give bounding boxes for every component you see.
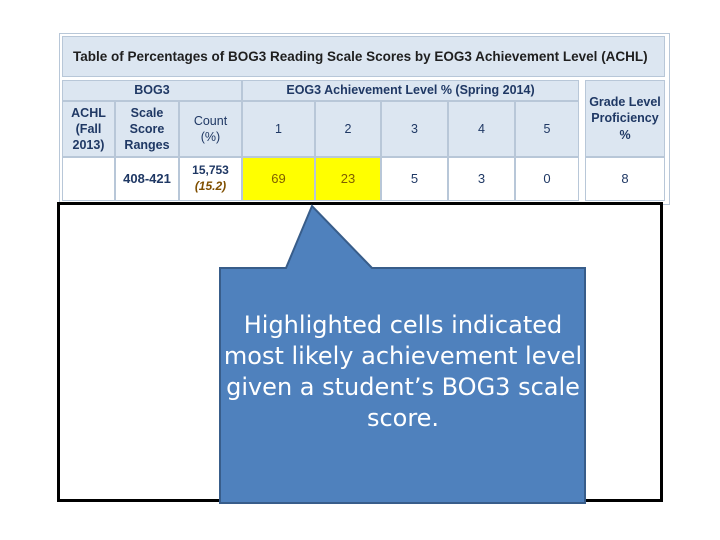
header-count: Count (%) <box>179 101 242 157</box>
row-scale-range: 408-421 <box>115 157 179 201</box>
header-level-5: 5 <box>515 101 579 157</box>
row-count-value: 15,753 <box>192 163 229 178</box>
row-proficiency-value: 8 <box>585 157 665 201</box>
header-level-2: 2 <box>315 101 381 157</box>
row-level-1-value: 69 <box>242 157 315 201</box>
header-achl: ACHL (Fall 2013) <box>62 101 115 157</box>
row-count-percent: (15.2) <box>194 179 227 193</box>
header-grade-level-proficiency: Grade Level Proficiency % <box>585 80 665 157</box>
row-level-4-value: 3 <box>448 157 515 201</box>
row-level-3-value: 5 <box>381 157 448 201</box>
header-scale-score-ranges: Scale Score Ranges <box>115 101 179 157</box>
row-level-2-value: 23 <box>315 157 381 201</box>
header-level-1: 1 <box>242 101 315 157</box>
header-eog3-level: EOG3 Achievement Level % (Spring 2014) <box>242 80 579 101</box>
row-level-5-value: 0 <box>515 157 579 201</box>
header-level-3: 3 <box>381 101 448 157</box>
header-level-4: 4 <box>448 101 515 157</box>
header-bog3: BOG3 <box>62 80 242 101</box>
callout-text: Highlighted cells indicated most likely achievement level given a student’s BOG3 scale score. <box>223 311 583 432</box>
table-title: Table of Percentages of BOG3 Reading Scale Scores by EOG3 Achievement Level (ACHL) <box>62 36 665 77</box>
